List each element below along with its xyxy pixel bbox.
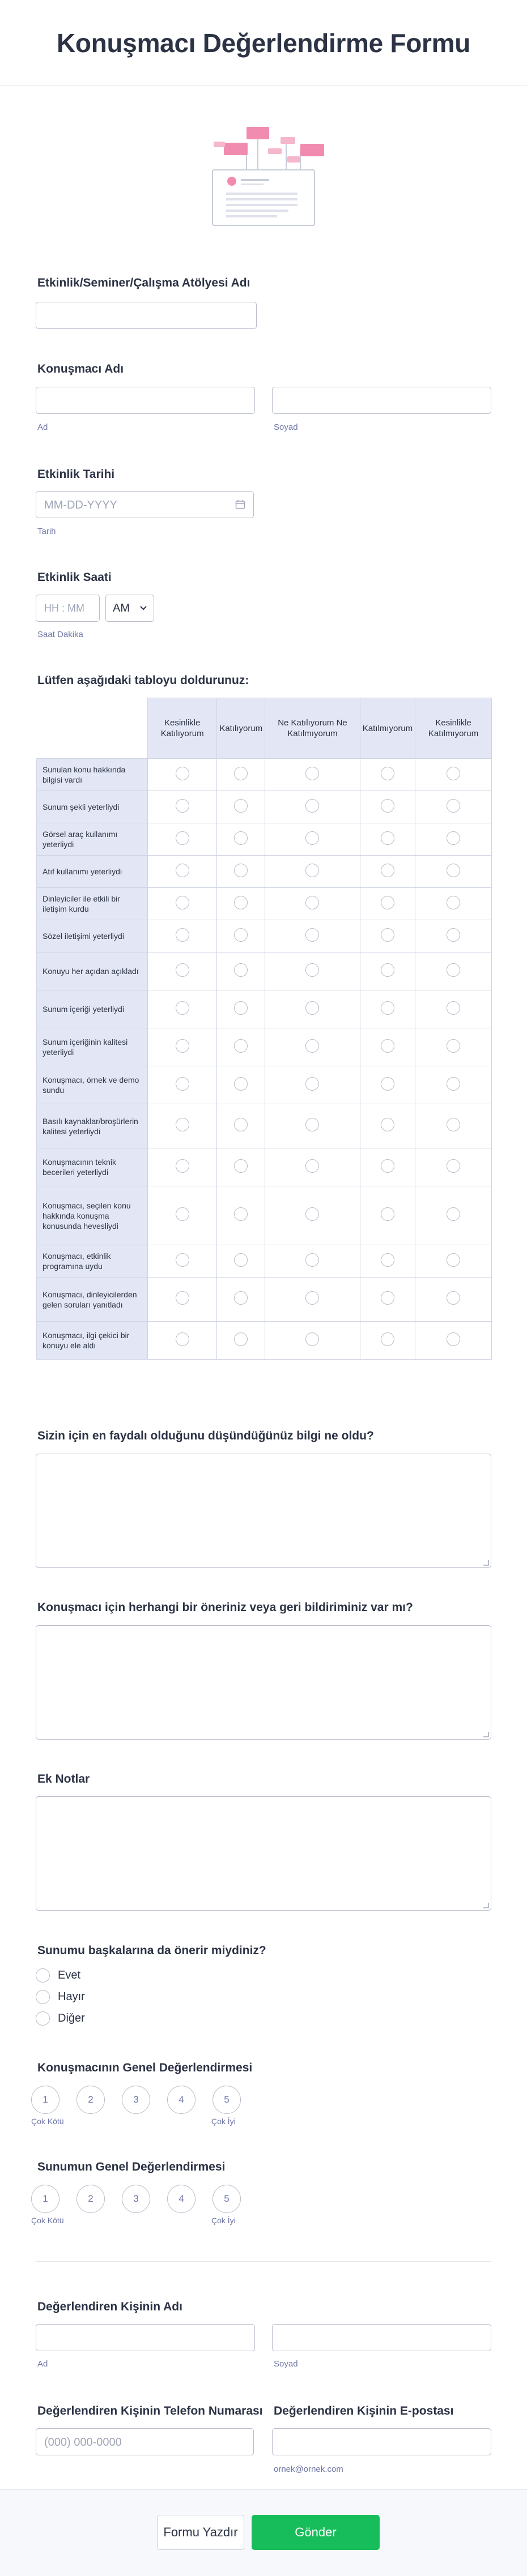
matrix-cell bbox=[217, 990, 265, 1028]
matrix-cell bbox=[217, 1322, 265, 1360]
evaluator-first-name-input[interactable] bbox=[36, 2324, 255, 2351]
matrix-cell bbox=[265, 1104, 360, 1148]
recommend-label: Sunumu başkalarına da önerir miydiniz? bbox=[37, 1944, 266, 1957]
matrix-cell bbox=[265, 952, 360, 990]
notes-textarea[interactable] bbox=[36, 1796, 491, 1911]
matrix-cell bbox=[265, 1028, 360, 1066]
matrix-radio-button[interactable] bbox=[447, 831, 460, 845]
matrix-cell bbox=[265, 1245, 360, 1278]
matrix-radio-button[interactable] bbox=[176, 963, 189, 977]
matrix-cell bbox=[360, 1066, 415, 1104]
matrix-radio-button[interactable] bbox=[381, 963, 394, 977]
matrix-cell bbox=[148, 1186, 217, 1245]
matrix-radio-button[interactable] bbox=[176, 928, 189, 942]
section-divider bbox=[36, 2261, 491, 2262]
matrix-radio-button[interactable] bbox=[176, 896, 189, 909]
matrix-cell bbox=[148, 759, 217, 791]
matrix-cell bbox=[265, 990, 360, 1028]
matrix-cell bbox=[360, 1028, 415, 1066]
matrix-radio-button[interactable] bbox=[176, 1001, 189, 1015]
event-date-placeholder: MM-DD-YYYY bbox=[44, 499, 117, 511]
matrix-cell bbox=[360, 791, 415, 823]
matrix-radio-button[interactable] bbox=[381, 928, 394, 942]
feedback-textarea[interactable] bbox=[36, 1625, 491, 1740]
presentation-rating-high: Çok İyi bbox=[211, 2216, 236, 2225]
matrix-row bbox=[37, 1066, 492, 1104]
matrix-radio-button[interactable] bbox=[381, 1001, 394, 1015]
matrix-radio-button[interactable] bbox=[305, 799, 319, 813]
rating-option-2[interactable]: 2 bbox=[76, 2086, 105, 2114]
matrix-cell bbox=[360, 1148, 415, 1186]
matrix-column-header: Katılıyorum bbox=[217, 698, 265, 759]
matrix-row bbox=[37, 952, 492, 990]
rating-option-2[interactable]: 2 bbox=[76, 2185, 105, 2213]
matrix-row-label: Sunulan konu hakkında bilgisi vardı bbox=[37, 759, 148, 791]
option-label: Hayır bbox=[58, 1990, 85, 2003]
matrix-row-label: Atıf kullanımı yeterliydi bbox=[37, 856, 148, 888]
matrix-radio-button[interactable] bbox=[176, 1118, 189, 1131]
matrix-column-header: Kesinlikle Katılmıyorum bbox=[415, 698, 492, 759]
notes-label: Ek Notlar bbox=[37, 1772, 90, 1785]
matrix-radio-button[interactable] bbox=[176, 1332, 189, 1346]
matrix-cell bbox=[217, 1148, 265, 1186]
matrix-row bbox=[37, 856, 492, 888]
matrix-row bbox=[37, 990, 492, 1028]
matrix-row-label: Sunum içeriğinin kalitesi yeterliydi bbox=[37, 1028, 148, 1066]
matrix-radio-button[interactable] bbox=[381, 799, 394, 813]
submit-button[interactable]: Gönder bbox=[252, 2515, 380, 2550]
matrix-cell bbox=[415, 1148, 492, 1186]
matrix-row-label: Görsel araç kullanımı yeterliydi bbox=[37, 823, 148, 856]
email-label: Değerlendiren Kişinin E-postası bbox=[274, 2404, 454, 2417]
matrix-radio-button[interactable] bbox=[381, 1039, 394, 1053]
recommend-option-yes[interactable] bbox=[36, 1968, 80, 1983]
matrix-label: Lütfen aşağıdaki tabloyu doldurunuz: bbox=[37, 674, 249, 687]
matrix-row bbox=[37, 920, 492, 952]
rating-option-3[interactable]: 3 bbox=[122, 2086, 150, 2114]
matrix-row-label: Konuşmacı, ilgi çekici bir konuyu ele aldı bbox=[37, 1322, 148, 1360]
recommend-option-no[interactable] bbox=[36, 1990, 85, 2004]
matrix-radio-button[interactable] bbox=[381, 1207, 394, 1221]
matrix-cell bbox=[360, 823, 415, 856]
speaker-last-name-input[interactable] bbox=[272, 387, 491, 414]
matrix-radio-button[interactable] bbox=[234, 1253, 248, 1267]
matrix-cell bbox=[415, 1322, 492, 1360]
event-time-input[interactable] bbox=[36, 595, 100, 622]
email-input[interactable] bbox=[272, 2428, 491, 2455]
resize-handle-icon[interactable] bbox=[483, 1560, 489, 1566]
matrix-row bbox=[37, 823, 492, 856]
radio-button[interactable] bbox=[36, 1990, 50, 2004]
matrix-radio-button[interactable] bbox=[305, 1001, 319, 1015]
matrix-radio-button[interactable] bbox=[447, 1253, 460, 1267]
matrix-cell bbox=[360, 856, 415, 888]
matrix-radio-button[interactable] bbox=[234, 831, 248, 845]
matrix-cell bbox=[265, 1066, 360, 1104]
evaluator-first-sub: Ad bbox=[37, 2359, 48, 2369]
matrix-radio-button[interactable] bbox=[381, 1253, 394, 1267]
matrix-cell bbox=[415, 1186, 492, 1245]
matrix-cell bbox=[217, 1066, 265, 1104]
matrix-cell bbox=[360, 990, 415, 1028]
matrix-radio-button[interactable] bbox=[381, 1077, 394, 1091]
matrix-row-label: Konuşmacı, seçilen konu hakkında konuşma konusunda hevesliydi bbox=[37, 1186, 148, 1245]
matrix-radio-button[interactable] bbox=[447, 896, 460, 909]
form-footer bbox=[0, 2489, 527, 2576]
event-date-label: Etkinlik Tarihi bbox=[37, 468, 115, 481]
option-label: Diğer bbox=[58, 2012, 85, 2024]
matrix-cell bbox=[360, 1322, 415, 1360]
matrix-cell bbox=[265, 1148, 360, 1186]
matrix-cell bbox=[415, 1245, 492, 1278]
speaker-name-label: Konuşmacı Adı bbox=[37, 362, 124, 375]
matrix-cell bbox=[360, 920, 415, 952]
matrix-radio-button[interactable] bbox=[176, 1253, 189, 1267]
chevron-down-icon bbox=[140, 606, 147, 610]
event-time-placeholder: HH : MM bbox=[44, 603, 84, 614]
matrix-radio-button[interactable] bbox=[447, 928, 460, 942]
matrix-cell bbox=[360, 759, 415, 791]
matrix-row bbox=[37, 1028, 492, 1066]
rating-option-3[interactable]: 3 bbox=[122, 2185, 150, 2213]
matrix-radio-button[interactable] bbox=[234, 799, 248, 813]
speaker-rating-label: Konuşmacının Genel Değerlendirmesi bbox=[37, 2061, 253, 2074]
matrix-radio-button[interactable] bbox=[234, 767, 248, 780]
matrix-row-label: Konuşmacı, dinleyicilerden gelen soruları yanıtladı bbox=[37, 1278, 148, 1322]
matrix-row bbox=[37, 1104, 492, 1148]
matrix-radio-button[interactable] bbox=[447, 767, 460, 780]
matrix-radio-button[interactable] bbox=[234, 1118, 248, 1131]
matrix-cell bbox=[148, 990, 217, 1028]
presentation-rating-label: Sunumun Genel Değerlendirmesi bbox=[37, 2160, 226, 2173]
matrix-radio-button[interactable] bbox=[176, 1077, 189, 1091]
matrix-radio-button[interactable] bbox=[234, 963, 248, 977]
matrix-cell bbox=[415, 856, 492, 888]
ampm-value: AM bbox=[113, 602, 130, 614]
matrix-radio-button[interactable] bbox=[234, 1039, 248, 1053]
matrix-row-label: Konuşmacı, örnek ve demo sundu bbox=[37, 1066, 148, 1104]
matrix-cell bbox=[265, 1186, 360, 1245]
matrix-cell bbox=[217, 1028, 265, 1066]
matrix-cell bbox=[360, 952, 415, 990]
form-header bbox=[0, 0, 527, 86]
matrix-cell bbox=[217, 791, 265, 823]
matrix-cell bbox=[148, 920, 217, 952]
matrix-row bbox=[37, 1245, 492, 1278]
speaker-rating-high: Çok İyi bbox=[211, 2117, 236, 2126]
event-date-sub: Tarih bbox=[37, 527, 56, 536]
matrix-row bbox=[37, 791, 492, 823]
matrix-radio-button[interactable] bbox=[447, 1118, 460, 1131]
matrix-cell bbox=[148, 791, 217, 823]
matrix-cell bbox=[265, 888, 360, 920]
matrix-radio-button[interactable] bbox=[176, 1291, 189, 1305]
matrix-row-label: Konuşmacının teknik becerileri yeterliydi bbox=[37, 1148, 148, 1186]
matrix-cell bbox=[415, 759, 492, 791]
matrix-radio-button[interactable] bbox=[381, 1159, 394, 1173]
ampm-select[interactable] bbox=[105, 595, 154, 622]
calendar-icon[interactable] bbox=[235, 499, 245, 510]
matrix-cell bbox=[217, 856, 265, 888]
matrix-radio-button[interactable] bbox=[447, 1001, 460, 1015]
matrix-row-label: Sunum içeriği yeterliydi bbox=[37, 990, 148, 1028]
matrix-cell bbox=[217, 1186, 265, 1245]
speaker-first-name-input[interactable] bbox=[36, 387, 255, 414]
speaker-rating-scale bbox=[31, 2086, 241, 2114]
matrix-row bbox=[37, 1278, 492, 1322]
matrix-row-label: Basılı kaynaklar/broşürlerin kalitesi yeterliydi bbox=[37, 1104, 148, 1148]
speaker-last-sub: Soyad bbox=[274, 422, 298, 432]
matrix-radio-button[interactable] bbox=[381, 831, 394, 845]
matrix-cell bbox=[217, 823, 265, 856]
matrix-radio-button[interactable] bbox=[447, 1159, 460, 1173]
matrix-radio-button[interactable] bbox=[305, 1077, 319, 1091]
matrix-cell bbox=[415, 990, 492, 1028]
matrix-cell bbox=[415, 823, 492, 856]
matrix-radio-button[interactable] bbox=[381, 1332, 394, 1346]
matrix-cell bbox=[415, 1066, 492, 1104]
useful-info-textarea[interactable] bbox=[36, 1454, 491, 1568]
matrix-row bbox=[37, 888, 492, 920]
matrix-cell bbox=[148, 1322, 217, 1360]
evaluator-last-name-input[interactable] bbox=[272, 2324, 491, 2351]
matrix-cell bbox=[265, 1278, 360, 1322]
matrix-radio-button[interactable] bbox=[305, 1291, 319, 1305]
rating-matrix bbox=[36, 698, 492, 1360]
matrix-cell bbox=[415, 920, 492, 952]
matrix-radio-button[interactable] bbox=[381, 864, 394, 877]
presentation-rating-low: Çok Kötü bbox=[31, 2216, 64, 2225]
matrix-radio-button[interactable] bbox=[234, 928, 248, 942]
matrix-column-header: Katılmıyorum bbox=[360, 698, 415, 759]
rating-option-5[interactable]: 5 bbox=[212, 2185, 241, 2213]
evaluator-last-sub: Soyad bbox=[274, 2359, 298, 2369]
matrix-cell bbox=[265, 759, 360, 791]
matrix-cell bbox=[217, 759, 265, 791]
matrix-cell bbox=[148, 1278, 217, 1322]
event-name-label: Etkinlik/Seminer/Çalışma Atölyesi Adı bbox=[37, 276, 250, 289]
matrix-radio-button[interactable] bbox=[381, 896, 394, 909]
feedback-label: Konuşmacı için herhangi bir öneriniz veya geri bildiriminiz var mı? bbox=[37, 1601, 413, 1614]
matrix-cell bbox=[360, 1186, 415, 1245]
matrix-row bbox=[37, 1186, 492, 1245]
matrix-radio-button[interactable] bbox=[176, 1159, 189, 1173]
rating-option-5[interactable]: 5 bbox=[212, 2086, 241, 2114]
matrix-cell bbox=[148, 1066, 217, 1104]
matrix-cell bbox=[148, 1245, 217, 1278]
matrix-radio-button[interactable] bbox=[305, 767, 319, 780]
matrix-cell bbox=[265, 791, 360, 823]
recommend-option-other[interactable] bbox=[36, 2011, 85, 2026]
matrix-radio-button[interactable] bbox=[234, 1332, 248, 1346]
matrix-cell bbox=[217, 920, 265, 952]
matrix-cell bbox=[415, 888, 492, 920]
event-name-input[interactable] bbox=[36, 302, 257, 329]
matrix-radio-button[interactable] bbox=[447, 799, 460, 813]
matrix-radio-button[interactable] bbox=[447, 864, 460, 877]
matrix-radio-button[interactable] bbox=[234, 1291, 248, 1305]
matrix-cell bbox=[148, 823, 217, 856]
matrix-cell bbox=[360, 1278, 415, 1322]
matrix-cell bbox=[217, 952, 265, 990]
form-title: Konuşmacı Değerlendirme Formu bbox=[56, 28, 471, 58]
matrix-column-header: Ne Katılıyorum Ne Katılmıyorum bbox=[265, 698, 360, 759]
matrix-row-label: Sunum şekli yeterliydi bbox=[37, 791, 148, 823]
event-date-input[interactable] bbox=[36, 491, 254, 518]
matrix-cell bbox=[265, 823, 360, 856]
matrix-radio-button[interactable] bbox=[305, 1207, 319, 1221]
presentation-rating-scale bbox=[31, 2185, 241, 2213]
matrix-radio-button[interactable] bbox=[176, 864, 189, 877]
matrix-radio-button[interactable] bbox=[305, 1159, 319, 1173]
matrix-row-label: Konuşmacı, etkinlik programına uydu bbox=[37, 1245, 148, 1278]
matrix-radio-button[interactable] bbox=[234, 1207, 248, 1221]
matrix-radio-button[interactable] bbox=[305, 928, 319, 942]
matrix-cell bbox=[148, 952, 217, 990]
matrix-column-header: Kesinlikle Katılıyorum bbox=[148, 698, 217, 759]
speaker-first-sub: Ad bbox=[37, 422, 48, 432]
radio-button[interactable] bbox=[36, 2011, 50, 2026]
matrix-radio-button[interactable] bbox=[176, 767, 189, 780]
matrix-cell bbox=[148, 1028, 217, 1066]
matrix-radio-button[interactable] bbox=[381, 1118, 394, 1131]
matrix-radio-button[interactable] bbox=[305, 1332, 319, 1346]
email-sub: ornek@ornek.com bbox=[274, 2464, 343, 2474]
matrix-radio-button[interactable] bbox=[176, 799, 189, 813]
event-time-label: Etkinlik Saati bbox=[37, 571, 112, 584]
matrix-radio-button[interactable] bbox=[234, 864, 248, 877]
matrix-cell bbox=[415, 1278, 492, 1322]
event-time-sub: Saat Dakika bbox=[37, 630, 83, 639]
speech-board-illustration bbox=[201, 121, 326, 234]
matrix-row bbox=[37, 1148, 492, 1186]
matrix-radio-button[interactable] bbox=[447, 963, 460, 977]
evaluator-name-label: Değerlendiren Kişinin Adı bbox=[37, 2300, 182, 2313]
matrix-radio-button[interactable] bbox=[305, 831, 319, 845]
matrix-cell bbox=[148, 888, 217, 920]
matrix-radio-button[interactable] bbox=[234, 1077, 248, 1091]
matrix-row bbox=[37, 759, 492, 791]
rating-option-4[interactable]: 4 bbox=[167, 2086, 196, 2114]
matrix-cell bbox=[265, 856, 360, 888]
matrix-cell bbox=[265, 920, 360, 952]
matrix-radio-button[interactable] bbox=[305, 963, 319, 977]
matrix-cell bbox=[360, 1245, 415, 1278]
matrix-radio-button[interactable] bbox=[447, 1332, 460, 1346]
useful-info-label: Sizin için en faydalı olduğunu düşündüğünüz bilgi ne oldu? bbox=[37, 1429, 374, 1442]
matrix-radio-button[interactable] bbox=[447, 1077, 460, 1091]
matrix-radio-button[interactable] bbox=[381, 767, 394, 780]
matrix-cell bbox=[148, 1148, 217, 1186]
matrix-radio-button[interactable] bbox=[176, 831, 189, 845]
matrix-row-label: Dinleyiciler ile etkili bir iletişim kurdu bbox=[37, 888, 148, 920]
phone-input[interactable] bbox=[36, 2428, 254, 2455]
speaker-rating-low: Çok Kötü bbox=[31, 2117, 64, 2126]
matrix-radio-button[interactable] bbox=[176, 1039, 189, 1053]
matrix-radio-button[interactable] bbox=[176, 1207, 189, 1221]
resize-handle-icon[interactable] bbox=[483, 1903, 489, 1908]
radio-button[interactable] bbox=[36, 1968, 50, 1983]
matrix-corner bbox=[37, 698, 148, 759]
resize-handle-icon[interactable] bbox=[483, 1732, 489, 1737]
matrix-radio-button[interactable] bbox=[305, 1253, 319, 1267]
matrix-radio-button[interactable] bbox=[305, 1118, 319, 1131]
matrix-radio-button[interactable] bbox=[305, 1039, 319, 1053]
matrix-cell bbox=[415, 952, 492, 990]
matrix-row-label: Konuyu her açıdan açıkladı bbox=[37, 952, 148, 990]
matrix-row bbox=[37, 1322, 492, 1360]
matrix-radio-button[interactable] bbox=[447, 1291, 460, 1305]
print-form-button[interactable]: Formu Yazdır bbox=[157, 2515, 244, 2550]
matrix-radio-button[interactable] bbox=[234, 1001, 248, 1015]
rating-option-1[interactable]: 1 bbox=[31, 2185, 60, 2213]
rating-option-4[interactable]: 4 bbox=[167, 2185, 196, 2213]
phone-placeholder: (000) 000-0000 bbox=[44, 2436, 122, 2449]
matrix-cell bbox=[360, 1104, 415, 1148]
matrix-cell bbox=[217, 1104, 265, 1148]
matrix-radio-button[interactable] bbox=[381, 1291, 394, 1305]
matrix-cell bbox=[148, 856, 217, 888]
matrix-radio-button[interactable] bbox=[447, 1207, 460, 1221]
matrix-row-label: Sözel iletişimi yeterliydi bbox=[37, 920, 148, 952]
matrix-cell bbox=[415, 791, 492, 823]
matrix-radio-button[interactable] bbox=[305, 864, 319, 877]
matrix-cell bbox=[217, 1245, 265, 1278]
matrix-radio-button[interactable] bbox=[447, 1039, 460, 1053]
matrix-cell bbox=[217, 888, 265, 920]
matrix-cell bbox=[265, 1322, 360, 1360]
matrix-radio-button[interactable] bbox=[234, 896, 248, 909]
option-label: Evet bbox=[58, 1969, 81, 1981]
matrix-radio-button[interactable] bbox=[234, 1159, 248, 1173]
matrix-cell bbox=[217, 1278, 265, 1322]
rating-option-1[interactable]: 1 bbox=[31, 2086, 60, 2114]
matrix-cell bbox=[148, 1104, 217, 1148]
matrix-cell bbox=[415, 1104, 492, 1148]
matrix-radio-button[interactable] bbox=[305, 896, 319, 909]
phone-label: Değerlendiren Kişinin Telefon Numarası bbox=[37, 2404, 263, 2417]
matrix-cell bbox=[415, 1028, 492, 1066]
matrix-cell bbox=[360, 888, 415, 920]
